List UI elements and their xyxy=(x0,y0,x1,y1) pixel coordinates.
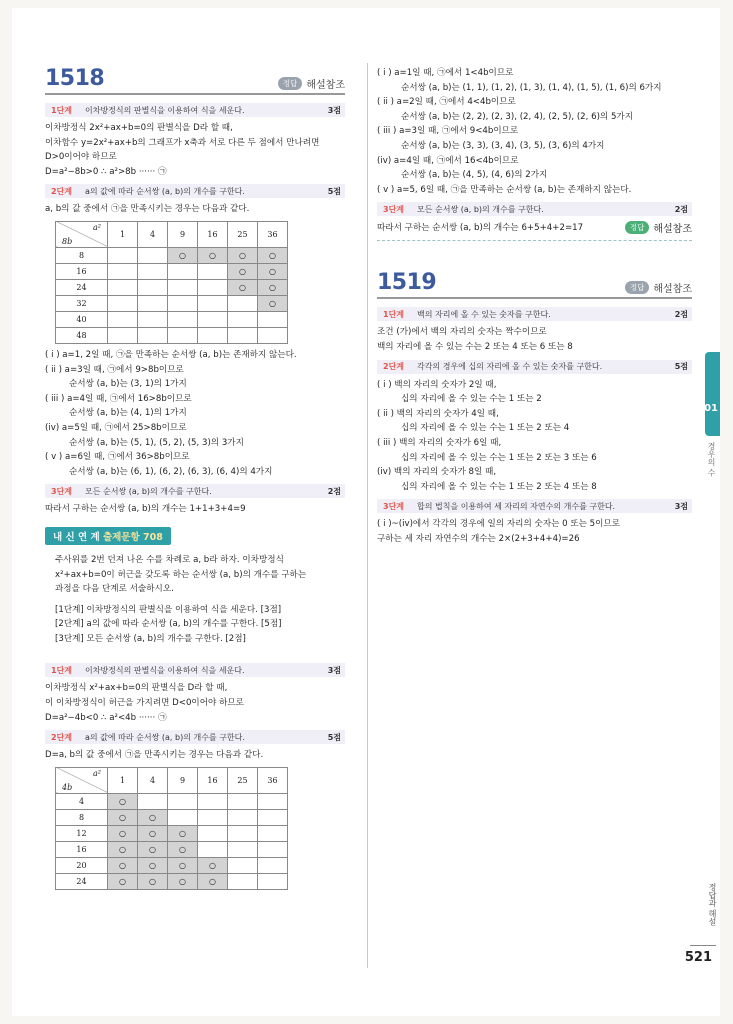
step-points: 2점 xyxy=(327,486,341,496)
step-list-item: [3단계] 모든 순서쌍 (a, b)의 개수를 구한다. [2점] xyxy=(55,633,246,644)
case-line: ( iii ) a=4일 때, ㉠에서 16>8b이므로 xyxy=(45,393,192,404)
answer-badge: 정답 xyxy=(278,77,303,90)
text-line: ( i )~(iv)에서 각각의 경우에 일의 자리의 숫자는 0 또는 5이므로 xyxy=(377,519,621,530)
step-text: 이차방정식의 판별식을 이용하여 식을 세운다. xyxy=(85,665,245,675)
table-cell xyxy=(258,311,288,327)
table-cell xyxy=(198,841,228,857)
table-cell: ○ xyxy=(108,873,138,889)
case-line: ( iii ) 백의 자리의 숫자가 6일 때, xyxy=(377,437,502,448)
table-cell xyxy=(108,327,138,343)
table-cell xyxy=(228,857,258,873)
table-cell xyxy=(108,279,138,295)
row-header: 16 xyxy=(56,263,108,279)
text-line: 구하는 세 자리 자연수의 개수는 2×(2+3+4+4)=26 xyxy=(377,533,580,544)
variant-conclusion-row xyxy=(377,220,692,235)
case-line: ( ii ) a=2일 때, ㉠에서 4<4b이므로 xyxy=(377,97,516,108)
variant-question xyxy=(45,553,345,647)
case-detail: 순서쌍 (a, b)는 (5, 1), (5, 2), (5, 3)의 3가지 xyxy=(69,437,244,448)
table-cell xyxy=(138,263,168,279)
row-header: 48 xyxy=(56,327,108,343)
step-label: 1단계 xyxy=(51,665,73,675)
variant-title: 출제문항 708 xyxy=(102,531,163,543)
table-cell xyxy=(138,295,168,311)
table-cell: ○ xyxy=(168,841,198,857)
corner-bottom-label: 4b xyxy=(62,782,73,792)
case-line: ( v ) a=6일 때, ㉠에서 36>8b이므로 xyxy=(45,452,190,463)
row-header: 24 xyxy=(56,873,108,889)
column-header: 1 xyxy=(108,767,138,793)
step-text: 각각의 경우에 십의 자리에 올 수 있는 숫자를 구한다. xyxy=(417,362,603,372)
row-header: 8 xyxy=(56,809,108,825)
answer-reference xyxy=(625,220,692,235)
column-header: 4 xyxy=(138,221,168,247)
step-text: a의 값에 따라 순서쌍 (a, b)의 개수를 구한다. xyxy=(85,732,245,742)
table-cell xyxy=(138,311,168,327)
step-points: 3점 xyxy=(327,665,341,675)
column-header: 36 xyxy=(258,221,288,247)
table-cell: ○ xyxy=(228,279,258,295)
table-corner-header xyxy=(56,221,108,247)
table-cell xyxy=(228,295,258,311)
table-cell xyxy=(228,311,258,327)
row-header: 40 xyxy=(56,311,108,327)
row-header: 32 xyxy=(56,295,108,311)
table-row xyxy=(56,841,288,857)
problem-1518-header xyxy=(45,66,345,95)
table-cell xyxy=(108,311,138,327)
table-cell xyxy=(258,327,288,343)
variant-condition-table xyxy=(55,767,288,890)
column-header: 36 xyxy=(258,767,288,793)
textbook-page xyxy=(12,8,720,1016)
variant-tag: 내 신 연 계 xyxy=(53,531,100,543)
table-cell xyxy=(228,793,258,809)
variant-step-1-bar xyxy=(45,663,345,677)
table-cell: ○ xyxy=(258,263,288,279)
chapter-tab xyxy=(705,352,720,436)
table-cell xyxy=(258,809,288,825)
text-line: D=a²−8b>0 ∴ a²>8b ······ ㉠ xyxy=(45,166,167,177)
table-row xyxy=(56,793,288,809)
table-cell xyxy=(108,247,138,263)
text-line: D>0이어야 하므로 xyxy=(45,152,117,163)
case-line: (iv) 백의 자리의 숫자가 8일 때, xyxy=(377,467,497,478)
table-cell: ○ xyxy=(198,873,228,889)
step-label: 3단계 xyxy=(51,486,73,496)
variant-step-3-bar xyxy=(377,202,692,216)
table-cell xyxy=(198,793,228,809)
row-header: 16 xyxy=(56,841,108,857)
step-text: a의 값에 따라 순서쌍 (a, b)의 개수를 구한다. xyxy=(85,186,245,196)
table-row xyxy=(56,311,288,327)
step-points: 5점 xyxy=(674,362,688,372)
conclusion: 따라서 구하는 순서쌍 (a, b)의 개수는 6+5+4+2=17 xyxy=(377,222,584,233)
table-cell xyxy=(168,279,198,295)
table-cell: ○ xyxy=(138,825,168,841)
text-line: 이차방정식 2x²+ax+b=0의 판별식을 D라 할 때, xyxy=(45,123,233,133)
table-cell xyxy=(168,793,198,809)
step-1-bar xyxy=(377,307,692,321)
table-cell xyxy=(168,263,198,279)
text-line: 이차방정식 x²+ax+b=0의 판별식을 D라 할 때, xyxy=(45,683,228,694)
column-header: 9 xyxy=(168,221,198,247)
case-line: ( iii ) a=3일 때, ㉠에서 9<4b이므로 xyxy=(377,126,519,137)
step-text: 백의 자리에 올 수 있는 숫자를 구한다. xyxy=(417,309,551,319)
step-label: 2단계 xyxy=(51,186,73,196)
table-cell: ○ xyxy=(228,247,258,263)
column-header: 25 xyxy=(228,767,258,793)
table-cell: ○ xyxy=(138,841,168,857)
case-detail: 순서쌍 (a, b)는 (3, 1)의 1가지 xyxy=(69,379,187,390)
table-cell: ○ xyxy=(108,841,138,857)
table-cell: ○ xyxy=(168,857,198,873)
table-cell xyxy=(258,873,288,889)
corner-top-label: a² xyxy=(93,222,101,232)
table-cell xyxy=(228,809,258,825)
case-list xyxy=(45,348,345,479)
table-cell xyxy=(198,311,228,327)
row-header: 20 xyxy=(56,857,108,873)
case-line: ( ii ) a=3일 때, ㉠에서 9>8b이므로 xyxy=(45,364,184,375)
conclusion: 따라서 구하는 순서쌍 (a, b)의 개수는 1+1+3+4=9 xyxy=(45,504,246,515)
table-row xyxy=(56,279,288,295)
table-cell: ○ xyxy=(138,809,168,825)
table-cell xyxy=(138,247,168,263)
table-row xyxy=(56,857,288,873)
answer-badge: 정답 xyxy=(625,281,650,294)
step-text: 모든 순서쌍 (a, b)의 개수를 구한다. xyxy=(85,486,212,496)
table-cell xyxy=(138,279,168,295)
row-header: 12 xyxy=(56,825,108,841)
table-cell xyxy=(228,841,258,857)
case-detail: 순서쌍 (a, b)는 (3, 3), (3, 4), (3, 5), (3, 6)의 4가지 xyxy=(401,140,605,151)
case-line: (iv) a=5일 때, ㉠에서 25>8b이므로 xyxy=(45,422,187,433)
table-cell: ○ xyxy=(258,295,288,311)
table-cell: ○ xyxy=(168,247,198,263)
step-points: 5점 xyxy=(327,186,341,196)
page-number: 521 xyxy=(684,950,712,965)
table-cell: ○ xyxy=(258,279,288,295)
case-detail: 순서쌍 (a, b)는 (6, 1), (6, 2), (6, 3), (6, 4)의 4가지 xyxy=(69,466,273,477)
table-cell xyxy=(168,809,198,825)
column-header: 25 xyxy=(228,221,258,247)
case-line: ( ii ) 백의 자리의 숫자가 4일 때, xyxy=(377,408,499,419)
step-label: 1단계 xyxy=(51,105,73,115)
section-label: 정답과 해설 xyxy=(708,883,717,926)
text-line: D=a, b의 값 중에서 ㉠을 만족시키는 경우는 다음과 같다. xyxy=(45,750,264,761)
text-line: 과정을 다음 단계로 서술하시오. xyxy=(55,584,174,595)
case-detail: 순서쌍 (a, b)는 (1, 1), (1, 2), (1, 3), (1, 4), (1, 5), (1, 6)의 6가지 xyxy=(401,82,662,93)
step-label: 3단계 xyxy=(383,501,405,511)
table-cell xyxy=(168,311,198,327)
answer-ref-text: 해설참조 xyxy=(653,284,692,296)
section-separator xyxy=(377,240,692,241)
step-label: 3단계 xyxy=(383,204,405,214)
problem-number: 1518 xyxy=(45,66,105,91)
corner-top-label: a² xyxy=(93,768,101,778)
step-3-bar xyxy=(45,484,345,498)
step-points: 2점 xyxy=(674,204,688,214)
table-cell xyxy=(138,327,168,343)
answer-reference xyxy=(625,280,692,295)
table-cell xyxy=(198,279,228,295)
left-column xyxy=(45,66,345,894)
step-points: 5점 xyxy=(327,732,341,742)
column-header: 16 xyxy=(198,767,228,793)
text-line: 주사위를 2번 던져 나온 수를 차례로 a, b라 하자. 이차방정식 xyxy=(55,554,284,565)
chapter-title: 경우의 수 xyxy=(707,442,716,477)
case-line: ( i ) a=1, 2일 때, ㉠을 만족하는 순서쌍 (a, b)는 존재하지 않는다. xyxy=(45,349,297,360)
table-cell: ○ xyxy=(108,825,138,841)
table-cell: ○ xyxy=(108,857,138,873)
step-1-bar xyxy=(45,103,345,117)
step-points: 2점 xyxy=(674,309,688,319)
table-cell xyxy=(108,295,138,311)
step-label: 1단계 xyxy=(383,309,405,319)
table-cell xyxy=(108,263,138,279)
table-cell: ○ xyxy=(168,873,198,889)
case-line: (iv) a=4일 때, ㉠에서 16<4b이므로 xyxy=(377,155,519,166)
step-label: 2단계 xyxy=(51,732,73,742)
answer-badge: 정답 xyxy=(625,221,650,234)
problem-1519-header xyxy=(377,270,692,299)
table-cell xyxy=(258,841,288,857)
case-detail: 순서쌍 (a, b)는 (2, 2), (2, 3), (2, 4), (2, 5), (2, 6)의 5가지 xyxy=(401,111,634,122)
table-row xyxy=(56,825,288,841)
step-text: 모든 순서쌍 (a, b)의 개수를 구한다. xyxy=(417,204,544,214)
table-cell xyxy=(258,793,288,809)
table-row xyxy=(56,809,288,825)
step-3-bar xyxy=(377,499,692,513)
case-detail: 십의 자리에 올 수 있는 수는 1 또는 2 또는 4 xyxy=(401,423,570,434)
table-cell xyxy=(228,825,258,841)
step-1-body xyxy=(45,121,345,179)
row-header: 4 xyxy=(56,793,108,809)
text-line: 백의 자리에 올 수 있는 수는 2 또는 4 또는 6 또는 8 xyxy=(377,341,573,352)
answer-reference xyxy=(278,76,345,91)
table-cell xyxy=(198,295,228,311)
table-row xyxy=(56,263,288,279)
step-list-item: [1단계] 이차방정식의 판별식을 이용하여 식을 세운다. [3점] xyxy=(55,604,282,615)
text-line: D=a²−4b<0 ∴ a²<4b ······ ㉠ xyxy=(45,712,167,723)
column-header: 1 xyxy=(108,221,138,247)
table-cell: ○ xyxy=(228,263,258,279)
table-cell: ○ xyxy=(138,873,168,889)
case-detail: 순서쌍 (a, b)는 (4, 5), (4, 6)의 2가지 xyxy=(401,170,548,181)
step-2-bar xyxy=(377,360,692,374)
table-cell xyxy=(258,825,288,841)
table-cell xyxy=(258,857,288,873)
table-row xyxy=(56,327,288,343)
text-line: x²+ax+b=0이 허근을 갖도록 하는 순서쌍 (a, b)의 개수를 구하는 xyxy=(55,569,307,580)
table-cell: ○ xyxy=(258,247,288,263)
page-number-rule xyxy=(690,945,716,946)
corner-bottom-label: 8b xyxy=(62,236,73,246)
text-line: 조건 (가)에서 백의 자리의 숫자는 짝수이므로 xyxy=(377,327,547,338)
column-divider xyxy=(367,63,368,968)
answer-ref-text: 해설참조 xyxy=(653,224,692,236)
case-line: ( i ) 백의 자리의 숫자가 2일 때, xyxy=(377,379,497,390)
table-corner-header xyxy=(56,767,108,793)
answer-ref-text: 해설참조 xyxy=(306,80,345,91)
case-detail: 십의 자리에 올 수 있는 수는 1 또는 2 또는 4 또는 8 xyxy=(401,481,597,492)
table-cell: ○ xyxy=(168,825,198,841)
case-list xyxy=(377,378,692,495)
table-row xyxy=(56,247,288,263)
table-cell: ○ xyxy=(138,857,168,873)
case-line: ( i ) a=1일 때, ㉠에서 1<4b이므로 xyxy=(377,68,514,78)
table-cell xyxy=(198,263,228,279)
table-cell xyxy=(168,327,198,343)
table-cell: ○ xyxy=(108,809,138,825)
right-column xyxy=(377,66,692,546)
table-cell xyxy=(228,873,258,889)
text-line: 이차함수 y=2x²+ax+b의 그래프가 x축과 서로 다른 두 점에서 만나려면 xyxy=(45,137,320,148)
table-cell xyxy=(168,295,198,311)
table-cell: ○ xyxy=(198,247,228,263)
step-text: 이차방정식의 판별식을 이용하여 식을 세운다. xyxy=(85,105,245,115)
case-detail: 십의 자리에 올 수 있는 수는 1 또는 2 또는 3 또는 6 xyxy=(401,452,597,463)
condition-table xyxy=(55,221,288,344)
table-cell xyxy=(198,809,228,825)
problem-number: 1519 xyxy=(377,270,437,296)
case-line: ( v ) a=5, 6일 때, ㉠을 만족하는 순서쌍 (a, b)는 존재하지 않는다. xyxy=(377,184,632,195)
text-line: 이 이차방정식이 허근을 가지려면 D<0이어야 하므로 xyxy=(45,698,244,709)
table-cell: ○ xyxy=(198,857,228,873)
table-row xyxy=(56,295,288,311)
step-text: 합의 법칙을 이용하여 세 자리의 자연수의 개수를 구한다. xyxy=(417,501,616,511)
column-header: 9 xyxy=(168,767,198,793)
column-header: 16 xyxy=(198,221,228,247)
column-header: 4 xyxy=(138,767,168,793)
row-header: 24 xyxy=(56,279,108,295)
table-cell xyxy=(198,825,228,841)
row-header: 8 xyxy=(56,247,108,263)
table-cell xyxy=(138,793,168,809)
variant-step-2-bar xyxy=(45,730,345,744)
chapter-number: 01 xyxy=(704,403,718,414)
table-row xyxy=(56,873,288,889)
step-2-bar xyxy=(45,184,345,198)
variant-case-list xyxy=(377,66,692,197)
step-points: 3점 xyxy=(327,105,341,115)
step-list-item: [2단계] a의 값에 따라 순서쌍 (a, b)의 개수를 구한다. [5점] xyxy=(55,619,282,630)
case-detail: 십의 자리에 올 수 있는 수는 1 또는 2 xyxy=(401,394,542,405)
table-cell: ○ xyxy=(108,793,138,809)
step-label: 2단계 xyxy=(383,362,405,372)
case-detail: 순서쌍 (a, b)는 (4, 1)의 1가지 xyxy=(69,408,187,419)
table-cell xyxy=(228,327,258,343)
text-line: a, b의 값 중에서 ㉠을 만족시키는 경우는 다음과 같다. xyxy=(45,204,250,215)
variant-problem-header xyxy=(45,527,171,545)
step-points: 3점 xyxy=(674,501,688,511)
table-cell xyxy=(198,327,228,343)
